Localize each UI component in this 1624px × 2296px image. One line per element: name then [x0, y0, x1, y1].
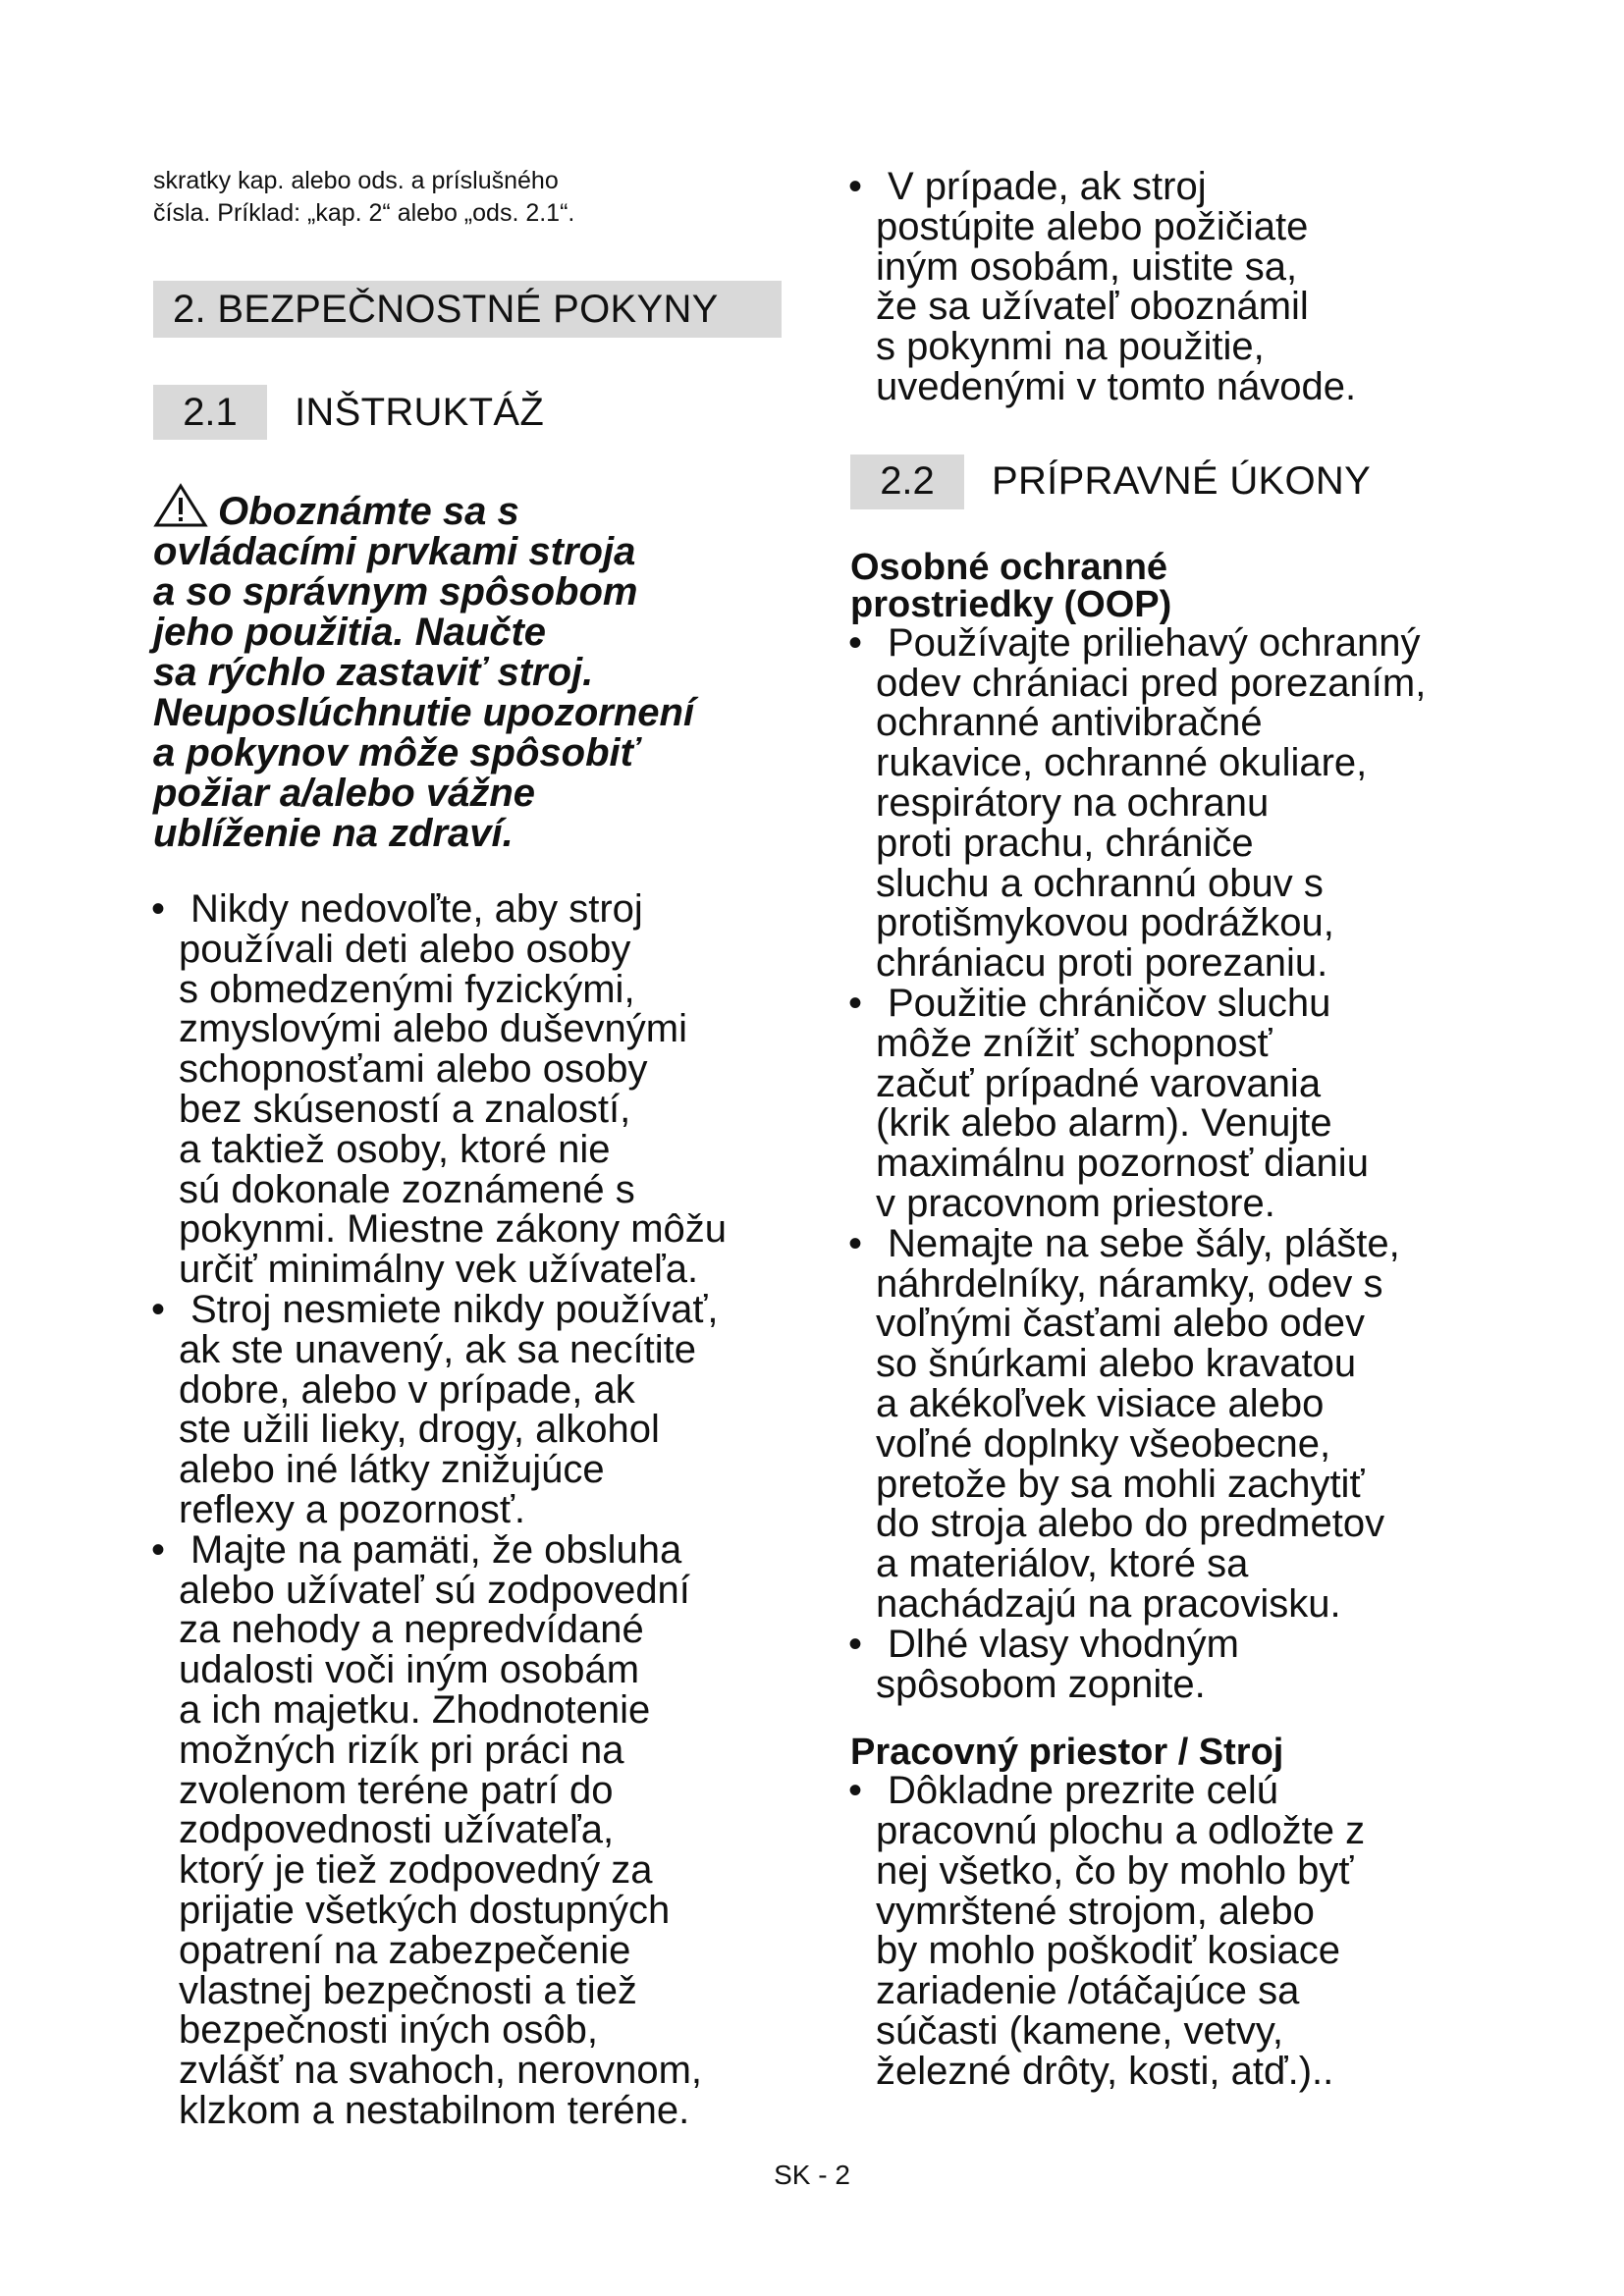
- bullet-line: proti prachu, chrániče: [876, 821, 1254, 865]
- ppe-heading-line: Osobné ochranné: [850, 546, 1168, 588]
- bullet-item: [848, 981, 1498, 1225]
- bullet-line: opatrení na zabezpečenie: [179, 1928, 631, 1972]
- bullet-line: a ich majetku. Zhodnotenie: [179, 1687, 651, 1732]
- lending-bullet-list: [850, 167, 1498, 407]
- bullet-line: iným osobám, uistite sa,: [876, 244, 1298, 289]
- intro-text: [153, 165, 791, 230]
- bullet-line: reflexy a pozornosť.: [179, 1487, 525, 1531]
- bullet-item: [848, 1221, 1498, 1626]
- intro-line: skratky kap. alebo ods. a príslušného: [153, 167, 559, 194]
- bullet-line: bez skúseností a znalostí,: [179, 1087, 631, 1131]
- bullet-line: s pokynmi na použitie,: [876, 325, 1265, 369]
- bullet-line: Majte na pamäti, že obsluha: [190, 1527, 682, 1572]
- bullet-line: dobre, alebo v prípade, ak: [179, 1367, 635, 1412]
- subsection-title: INŠTRUKTÁŽ: [295, 390, 545, 434]
- page-number: SK - 2: [774, 2160, 850, 2190]
- bullet-line: Stroj nesmiete nikdy používať,: [190, 1287, 719, 1331]
- warning-line: a so správnym spôsobom: [153, 570, 638, 614]
- warning-line: ovládacími prvkami stroja: [153, 530, 636, 573]
- bullet-line: ak ste unavený, ak sa necítite: [179, 1327, 696, 1371]
- bullet-item: [850, 1771, 1498, 2091]
- bullet-line: zvlášť na svahoch, nerovnom,: [179, 2049, 703, 2093]
- bullet-dot-icon: •: [848, 165, 863, 208]
- bullet-line: alebo iné látky znižujúce: [179, 1448, 605, 1492]
- bullet-line: ktorý je tiež zodpovedný za: [179, 1848, 653, 1893]
- bullet-dot-icon: •: [848, 1622, 863, 1666]
- bullet-line: pracovnú plochu a odložte z: [876, 1809, 1366, 1853]
- ppe-heading-line: prostriedky (OOP): [850, 583, 1172, 625]
- bullet-line: používali deti alebo osoby: [179, 927, 631, 971]
- ppe-bullet-list: [848, 620, 1498, 1706]
- bullet-line: sluchu a ochrannú obuv s: [876, 861, 1324, 905]
- bullet-line: by mohlo poškodiť kosiace: [876, 1929, 1341, 1973]
- bullet-line: železné drôty, kosti, atď.)..: [876, 2049, 1334, 2093]
- bullet-line: nachádzajú na pracovisku.: [876, 1581, 1341, 1626]
- bullet-line: ochranné antivibračné: [876, 701, 1263, 745]
- bullet-line: za nehody a nepredvídané: [179, 1608, 644, 1652]
- bullet-line: voľné doplnky všeobecne,: [876, 1421, 1331, 1466]
- bullet-line: rukavice, ochranné okuliare,: [876, 741, 1368, 785]
- bullet-line: sú dokonale zoznámené s: [179, 1167, 635, 1211]
- bullet-line: schopnosťami alebo osoby: [179, 1047, 648, 1092]
- bullet-dot-icon: •: [151, 1287, 166, 1331]
- work-area-heading: Pracovný priestor / Stroj: [850, 1732, 1284, 1774]
- bullet-line: vlastnej bezpečnosti a tiež: [179, 1968, 637, 2012]
- bullet-line: nej všetko, čo by mohlo byť: [876, 1848, 1354, 1893]
- bullet-item: [848, 1622, 1498, 1706]
- section-heading-safety: 2. BEZPEČNOSTNÉ POKYNY: [153, 281, 782, 338]
- left-column: [153, 165, 791, 2131]
- bullet-line: respirátory na ochranu: [876, 780, 1270, 825]
- bullet-line: a materiálov, ktoré sa: [876, 1542, 1249, 1586]
- bullet-line: ste užili lieky, drogy, alkohol: [179, 1408, 660, 1452]
- bullet-line: zmyslovými alebo duševnými: [179, 1007, 687, 1051]
- bullet-line: uvedenými v tomto návode.: [876, 364, 1357, 408]
- bullet-line: s obmedzenými fyzickými,: [179, 967, 635, 1011]
- bullet-item: [850, 167, 1498, 407]
- subsection-title: PRÍPRAVNÉ ÚKONY: [992, 459, 1372, 504]
- warning-line: ublíženie na zdraví.: [153, 812, 514, 855]
- bullet-line: Použitie chráničov sluchu: [888, 981, 1331, 1025]
- bullet-line: protišmykovou podrážkou,: [876, 901, 1334, 945]
- bullet-dot-icon: •: [848, 620, 863, 665]
- bullet-line: môže znížiť schopnosť: [876, 1021, 1272, 1065]
- subsection-heading-instructions: [153, 385, 791, 440]
- bullet-line: do stroja alebo do predmetov: [876, 1502, 1385, 1546]
- bullet-line: Nikdy nedovoľte, aby stroj: [190, 887, 643, 931]
- bullet-line: že sa užívateľ oboznámil: [876, 285, 1309, 329]
- subsection-heading-preparation: [850, 454, 1498, 509]
- bullet-line: v pracovnom priestore.: [876, 1181, 1275, 1225]
- bullet-dot-icon: •: [848, 981, 863, 1025]
- bullet-line: V prípade, ak stroj: [888, 165, 1207, 208]
- ppe-heading: [850, 546, 1498, 625]
- bullet-line: bezpečnosti iných osôb,: [179, 2008, 598, 2053]
- bullet-line: chrániacu proti porezaniu.: [876, 941, 1328, 986]
- bullet-line: zariadenie /otáčajúce sa: [876, 1969, 1300, 2013]
- right-column: [850, 167, 1498, 2092]
- bullet-dot-icon: •: [848, 1221, 863, 1265]
- bullet-line: Dlhé vlasy vhodným: [888, 1622, 1239, 1666]
- bullet-line: pretože by sa mohli zachytiť: [876, 1462, 1365, 1506]
- bullet-line: a taktiež osoby, ktoré nie: [179, 1127, 611, 1171]
- subsection-number: 2.2: [850, 454, 964, 509]
- bullet-line: pokynmi. Miestne zákony môžu: [179, 1207, 728, 1252]
- subsection-number: 2.1: [153, 385, 267, 440]
- bullet-line: možných rizík pri práci na: [179, 1728, 624, 1772]
- bullet-line: (krik alebo alarm). Venujte: [876, 1101, 1332, 1146]
- safety-bullet-list: [153, 889, 791, 2131]
- intro-line: čísla. Príklad: „kap. 2“ alebo „ods. 2.1“.: [153, 199, 575, 227]
- warning-line: Oboznámte sa s: [153, 483, 791, 532]
- bullet-line: začuť prípadné varovania: [876, 1061, 1322, 1105]
- bullet-line: Dôkladne prezrite celú: [888, 1769, 1278, 1813]
- bullet-line: udalosti voči iným osobám: [179, 1648, 640, 1692]
- bullet-line: a akékoľvek visiace alebo: [876, 1381, 1325, 1425]
- bullet-line: maximálnu pozornosť dianiu: [876, 1142, 1369, 1186]
- bullet-dot-icon: •: [151, 887, 166, 931]
- bullet-line: voľnými časťami alebo odev: [876, 1302, 1366, 1346]
- bullet-line: Používajte priliehavý ochranný: [888, 620, 1421, 665]
- bullet-line: vymrštené strojom, alebo: [876, 1889, 1315, 1933]
- warning-line: Neuposlúchnutie upozornení: [153, 691, 695, 734]
- bullet-line: súčasti (kamene, vetvy,: [876, 2009, 1283, 2054]
- bullet-line: zodpovednosti užívateľa,: [179, 1808, 615, 1852]
- bullet-line: náhrdelníky, náramky, odev s: [876, 1261, 1383, 1306]
- work-area-bullet-list: [850, 1771, 1498, 2091]
- bullet-item: [153, 889, 791, 1290]
- bullet-dot-icon: •: [151, 1527, 166, 1572]
- bullet-line: postúpite alebo požičiate: [876, 204, 1309, 248]
- warning-line: a pokynov môže spôsobiť: [153, 731, 639, 774]
- bullet-line: určiť minimálny vek užívateľa.: [179, 1248, 699, 1292]
- warning-triangle-icon: [153, 483, 208, 528]
- warning-line: jeho použitia. Naučte: [153, 611, 547, 654]
- warning-block: [153, 483, 791, 854]
- warning-line: požiar a/alebo vážne: [153, 772, 536, 815]
- warning-line: sa rýchlo zastaviť stroj.: [153, 651, 594, 694]
- bullet-line: odev chrániaci pred porezaním,: [876, 661, 1427, 705]
- bullet-item: [151, 1527, 791, 2132]
- bullet-line: alebo užívateľ sú zodpovední: [179, 1568, 690, 1612]
- bullet-item: [151, 1287, 791, 1531]
- bullet-dot-icon: •: [848, 1769, 863, 1813]
- bullet-line: prijatie všetkých dostupných: [179, 1888, 671, 1932]
- bullet-line: spôsobom zopnite.: [876, 1662, 1206, 1706]
- bullet-line: klzkom a nestabilnom teréne.: [179, 2088, 690, 2132]
- bullet-item: [848, 620, 1498, 986]
- bullet-line: zvolenom teréne patrí do: [179, 1768, 614, 1812]
- bullet-line: so šnúrkami alebo kravatou: [876, 1342, 1357, 1386]
- bullet-line: Nemajte na sebe šály, plášte,: [888, 1221, 1400, 1265]
